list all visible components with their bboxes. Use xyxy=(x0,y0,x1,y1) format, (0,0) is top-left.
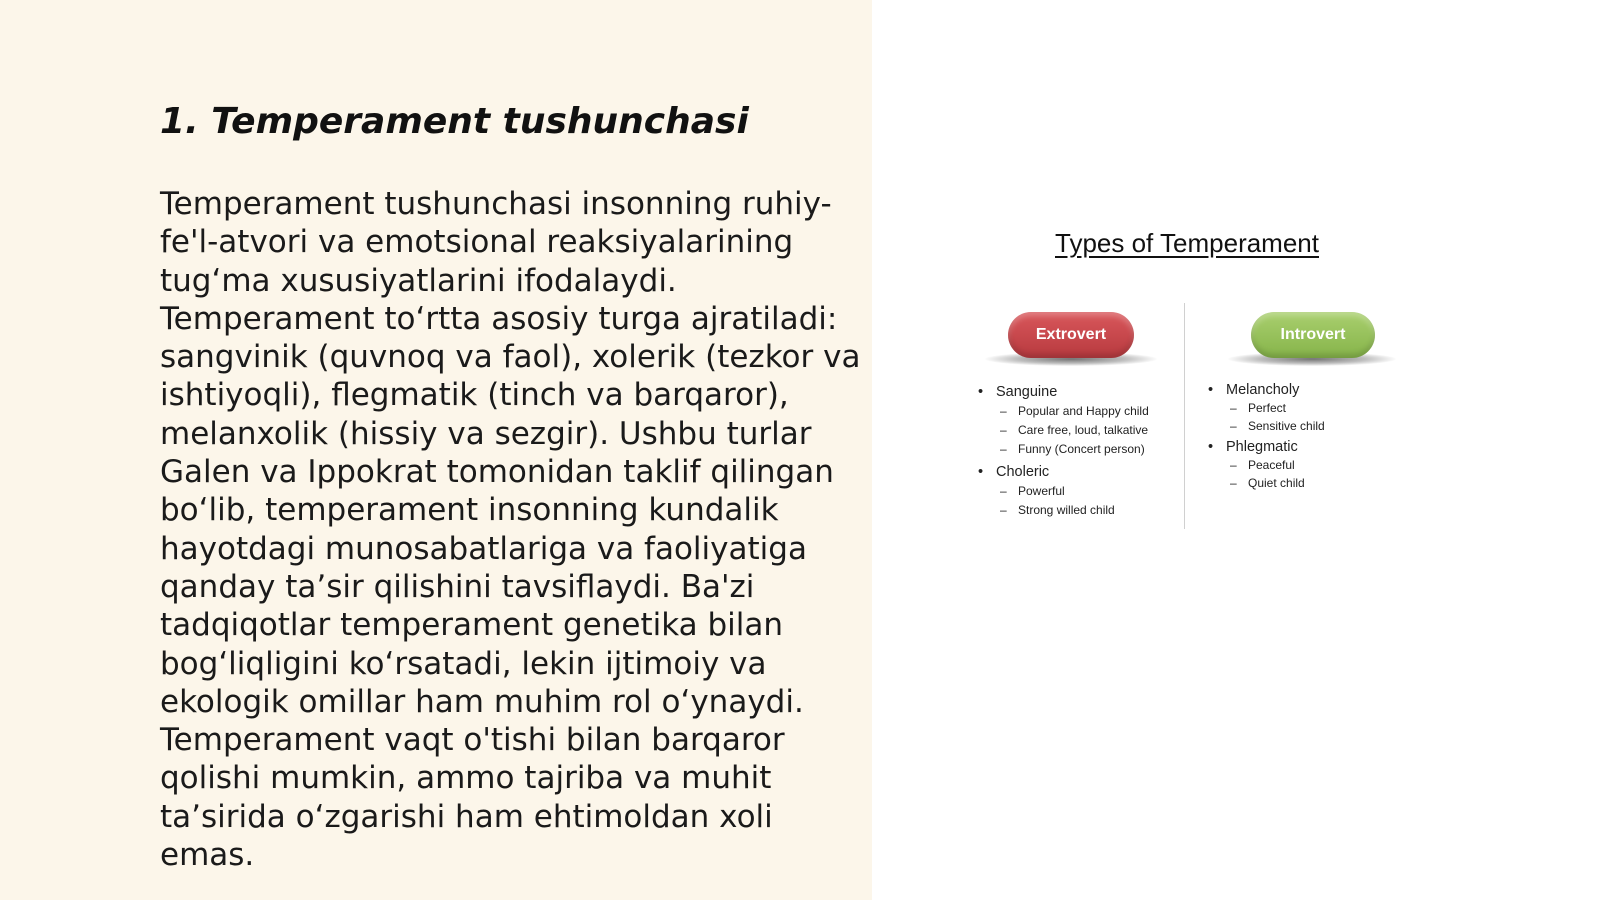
introvert-pill: Introvert xyxy=(1251,312,1375,358)
trait-item: – Sensitive child xyxy=(1206,418,1406,436)
body-line: Temperament vaqt o'tishi bilan barqaror xyxy=(160,722,785,759)
type-sanguine: • Sanguine xyxy=(976,383,1186,402)
type-phlegmatic: • Phlegmatic xyxy=(1206,438,1406,457)
extrovert-type-list xyxy=(976,383,1186,520)
type-choleric: • Choleric xyxy=(976,463,1186,482)
trait-item: – Quiet child xyxy=(1206,475,1406,493)
body-line: ekologik omillar ham muhim rol o‘ynaydi. xyxy=(160,683,804,720)
body-line: Temperament tushunchasi insonning ruhiy- xyxy=(160,186,832,222)
body-line: bo‘lib, temperament insonning kundalik xyxy=(160,492,779,529)
trait-item: – Perfect xyxy=(1206,400,1406,418)
extrovert-pill: Extrovert xyxy=(1008,312,1134,358)
body-line: bog‘liqligini ko‘rsatadi, lekin ijtimoiy va xyxy=(160,645,767,682)
diagram-title: Types of Temperament xyxy=(1055,228,1319,258)
body-line: fe'l-atvori va emotsional reaksiyalarining xyxy=(160,224,794,261)
trait-item: – Strong willed child xyxy=(976,501,1186,520)
body-line: hayotdagi munosabatlariga va faoliyatiga xyxy=(160,530,807,567)
trait-item: – Care free, loud, talkative xyxy=(976,421,1186,440)
body-line: Galen va Ippokrat tomonidan taklif qilingan xyxy=(160,454,834,491)
body-line: qolishi mumkin, ammo tajriba va muhit xyxy=(160,760,772,797)
body-line: tug‘ma xususiyatlarini ifodalaydi. xyxy=(160,262,677,299)
trait-item: – Peaceful xyxy=(1206,457,1406,475)
body-line: Temperament to‘rtta asosiy turga ajratiladi: xyxy=(160,300,838,337)
type-melancholy: • Melancholy xyxy=(1206,381,1406,400)
slide-title: 1. Temperament tushunchasi xyxy=(160,101,749,142)
trait-item: – Funny (Concert person) xyxy=(976,440,1186,459)
body-line: melanxolik (hissiy va sezgir). Ushbu turlar xyxy=(160,415,812,452)
body-line: ta’sirida o‘zgarishi ham ehtimoldan xoli xyxy=(160,798,773,835)
body-line: emas. xyxy=(160,837,255,874)
trait-item: – Popular and Happy child xyxy=(976,402,1186,421)
body-line: tadqiqotlar temperament genetika bilan xyxy=(160,607,784,644)
slide-body-text xyxy=(160,185,861,874)
trait-item: – Powerful xyxy=(976,482,1186,501)
introvert-type-list xyxy=(1206,381,1406,492)
body-line: sangvinik (quvnoq va faol), xolerik (tezkor va xyxy=(160,339,861,376)
body-line: ishtiyoqli), flegmatik (tinch va barqaror), xyxy=(160,377,789,414)
body-line: qanday ta’sir qilishini tavsiflaydi. Ba'zi xyxy=(160,568,755,605)
